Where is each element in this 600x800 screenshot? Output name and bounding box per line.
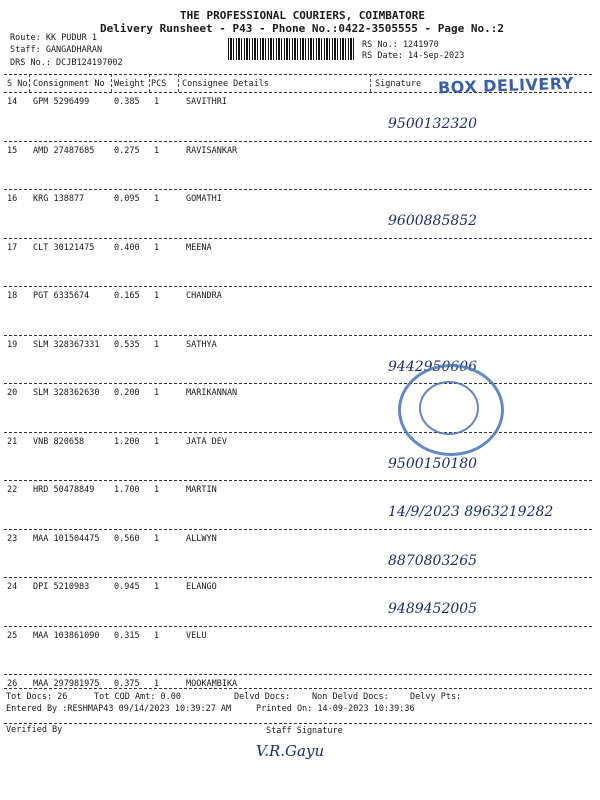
row-consignee-name: ELANGO: [186, 582, 217, 592]
row-consignment-no: MAA 103861090: [33, 630, 100, 641]
row-divider: [4, 286, 592, 287]
row-sno: 18: [7, 291, 18, 301]
row-weight: 0.200: [114, 388, 140, 398]
row-consignee-name: VELU: [186, 630, 207, 641]
col-divider: [149, 74, 150, 92]
runsheet-title: Delivery Runsheet - P43 - Phone No.:0422-3505555 - Page No.:2: [100, 22, 504, 35]
col-weight: Weight: [114, 79, 145, 89]
row-weight: 0.165: [114, 291, 140, 301]
row-divider: [4, 189, 592, 190]
row-divider: [4, 141, 592, 142]
row-pcs: 1: [154, 194, 160, 204]
box-delivery-stamp: BOX DELIVERY: [437, 73, 575, 98]
staff-signature-handwriting: V.R.Gayu: [256, 742, 325, 760]
row-signature-handwriting: 8870803265: [388, 552, 478, 569]
row-consignment-no: AMD 27487685: [33, 145, 95, 156]
row-consignment-no: MAA 297981975: [33, 679, 100, 689]
row-weight: 1.200: [114, 436, 140, 447]
row-consignment-no: PGT 6335674: [33, 291, 90, 301]
row-sno: 21: [7, 436, 18, 447]
row-divider: [4, 432, 592, 433]
rs-date: RS Date: 14-Sep-2023: [362, 51, 465, 61]
row-consignee-name: MEENA: [186, 242, 212, 253]
row-signature-handwriting: 9442950606: [388, 358, 478, 375]
row-weight: 0.535: [114, 339, 140, 350]
row-sno: 17: [7, 242, 18, 253]
col-divider: [178, 74, 179, 92]
drs-number: DRS No.: DCJB124197002: [10, 58, 123, 68]
col-pcs: PCS: [151, 79, 167, 89]
row-weight: 0.385: [114, 97, 140, 107]
row-signature-handwriting: 14/9/2023 8963219282: [388, 504, 554, 520]
row-sno: 22: [7, 485, 18, 495]
col-divider: [29, 74, 30, 92]
row-sno: 14: [7, 97, 18, 107]
row-consignment-no: VNB 820658: [33, 436, 85, 447]
row-consignee-name: GOMATHI: [186, 194, 222, 204]
row-pcs: 1: [154, 436, 160, 447]
row-consignee-name: SATHYA: [186, 339, 217, 350]
row-consignee-name: MARTIN: [186, 485, 217, 495]
total-cod: Tot COD Amt: 0.00: [94, 692, 181, 702]
row-divider: [4, 335, 592, 336]
row-divider: [4, 626, 592, 627]
row-sno: 24: [7, 582, 18, 592]
row-consignee-name: CHANDRA: [186, 291, 222, 301]
row-consignment-no: HRD 50478849: [33, 485, 95, 495]
row-sno: 19: [7, 339, 18, 350]
staff-signature-label: Staff Signature: [266, 726, 343, 736]
non-delivered-docs: Non Delvd Docs:: [312, 692, 389, 702]
row-consignee-name: SAVITHRI: [186, 97, 227, 107]
row-pcs: 1: [154, 582, 160, 592]
row-sno: 25: [7, 630, 18, 641]
row-consignee-name: RAVISANKAR: [186, 145, 238, 156]
row-weight: 0.275: [114, 145, 140, 156]
entered-by: Entered By :RESHMAP43 09/14/2023 10:39:27 AM: [6, 704, 232, 714]
row-consignee-name: JATA DEV: [186, 436, 227, 447]
row-pcs: 1: [154, 145, 160, 156]
row-consignment-no: DPI 5210983: [33, 582, 90, 592]
row-signature-handwriting: 9500132320: [388, 116, 478, 132]
row-pcs: 1: [154, 388, 160, 398]
row-divider: [4, 577, 592, 578]
row-sno: 16: [7, 194, 18, 204]
row-signature-handwriting: 9489452005: [388, 601, 478, 617]
route-label: Route: KK PUDUR 1: [10, 33, 97, 43]
col-consignee: Consignee Details: [182, 79, 269, 89]
delivery-points: Delvy Pts:: [410, 692, 462, 702]
row-pcs: 1: [154, 679, 160, 689]
row-signature-handwriting: 9500150180: [388, 455, 478, 472]
row-pcs: 1: [154, 339, 160, 350]
row-consignee-name: ALLWYN: [186, 533, 217, 544]
footer-rule: [4, 688, 592, 689]
col-sno: S No: [7, 79, 28, 89]
row-divider: [4, 529, 592, 530]
row-consignment-no: SLM 328362630: [33, 388, 100, 398]
row-pcs: 1: [154, 242, 160, 253]
row-sno: 23: [7, 533, 18, 544]
row-divider: [4, 674, 592, 675]
row-divider: [4, 723, 592, 724]
row-pcs: 1: [154, 485, 160, 495]
delivered-docs: Delvd Docs:: [234, 692, 291, 702]
row-divider: [4, 480, 592, 481]
row-signature-handwriting: 9600885852: [388, 213, 478, 229]
row-divider: [4, 238, 592, 239]
row-divider: [4, 383, 592, 384]
row-weight: 0.315: [114, 630, 140, 641]
row-sno: 15: [7, 145, 18, 156]
col-signature: Signature: [375, 79, 422, 89]
row-weight: 1.700: [114, 485, 140, 495]
total-docs: Tot Docs: 26: [6, 692, 68, 702]
row-sno: 20: [7, 388, 18, 398]
row-pcs: 1: [154, 97, 160, 107]
row-consignment-no: GPM 5296499: [33, 97, 90, 107]
staff-label: Staff: GANGADHARAN: [10, 45, 103, 55]
row-weight: 0.560: [114, 533, 140, 544]
row-weight: 0.375: [114, 679, 140, 689]
row-consignment-no: SLM 328367331: [33, 339, 100, 350]
row-weight: 0.945: [114, 582, 140, 592]
row-consignment-no: CLT 30121475: [33, 242, 95, 253]
row-weight: 0.400: [114, 242, 140, 253]
barcode: [228, 38, 356, 60]
row-pcs: 1: [154, 291, 160, 301]
verified-by: Verified By: [6, 725, 63, 735]
company-seal-stamp: [398, 364, 504, 456]
row-weight: 0.095: [114, 194, 140, 204]
rs-number: RS No.: 1241970: [362, 40, 439, 50]
row-consignment-no: KRG 138877: [33, 194, 85, 204]
row-pcs: 1: [154, 533, 160, 544]
row-consignee-name: MARIKANNAN: [186, 388, 238, 398]
row-consignee-name: MOOKAMBIKA: [186, 679, 238, 689]
row-consignment-no: MAA 101504475: [33, 533, 100, 544]
row-pcs: 1: [154, 630, 160, 641]
printed-on: Printed On: 14-09-2023 10:39:36: [256, 704, 415, 714]
col-consignment: Consignment No: [33, 79, 105, 89]
company-name: THE PROFESSIONAL COURIERS, COIMBATORE: [180, 9, 426, 22]
header-top-rule: [4, 74, 592, 75]
col-divider: [370, 74, 371, 92]
row-sno: 26: [7, 679, 18, 689]
col-divider: [111, 74, 112, 92]
